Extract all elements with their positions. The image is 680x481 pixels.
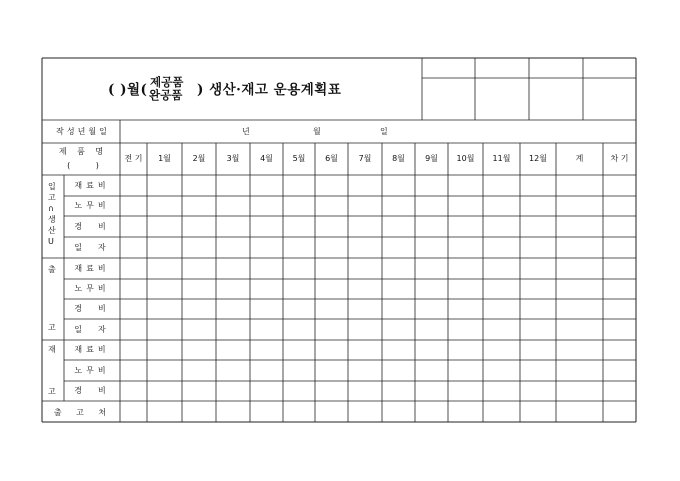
month-header: 7월	[358, 154, 372, 163]
table-grid	[42, 58, 636, 422]
month-header: 6월	[325, 154, 338, 163]
incoming-label-char: 입	[48, 182, 56, 191]
written-date-year: 년	[242, 127, 250, 136]
title-stack-top: 제공품	[150, 75, 184, 89]
title-prefix: ( )월(	[108, 82, 148, 98]
month-header: 5월	[292, 154, 306, 163]
row-item-label: 노무비	[74, 284, 110, 293]
outgoing-label-bottom: 고	[48, 323, 56, 332]
row-item-label: 일 자	[74, 325, 110, 334]
month-header: 2월	[192, 154, 206, 163]
row-item-label: 경 비	[74, 386, 110, 395]
row-item-label: 재료비	[74, 345, 110, 354]
month-header: 9월	[425, 154, 438, 163]
shipping-destination-label: 출 고 처	[53, 408, 113, 417]
incoming-label-char: U	[48, 237, 54, 246]
stock-label-top: 재	[48, 345, 56, 354]
month-header: 10월	[456, 154, 475, 163]
written-date-label: 작성년월일	[56, 127, 110, 136]
month-header: 8월	[392, 154, 405, 163]
incoming-label-char: 생	[48, 215, 56, 224]
row-item-label: 노무비	[74, 201, 110, 210]
stock-label-bottom: 고	[48, 387, 56, 396]
incoming-label-char: ∩	[48, 204, 54, 213]
row-item-label: 재료비	[74, 264, 110, 273]
outgoing-label-top: 출	[48, 265, 56, 274]
month-header: 3월	[226, 154, 240, 163]
row-item-label: 경 비	[74, 222, 110, 231]
month-header: 4월	[260, 154, 273, 163]
title-suffix: ) 생산·재고 운용계획표	[197, 82, 342, 98]
row-item-label: 일 자	[74, 243, 110, 252]
row-item-label: 노무비	[74, 366, 110, 375]
month-header: 12월	[529, 154, 547, 163]
product-name-label: 제 품 명	[58, 147, 108, 156]
incoming-label-char: 고	[48, 193, 56, 202]
product-name-paren: ( )	[67, 161, 99, 170]
row-item-label: 재료비	[74, 181, 110, 190]
month-header: 계	[575, 154, 584, 163]
written-date-month: 월	[313, 127, 321, 136]
written-date-day: 일	[380, 127, 388, 136]
month-header: 차 기	[610, 154, 629, 163]
month-header: 1월	[158, 154, 171, 163]
title-stack-bottom: 완공품	[149, 88, 183, 102]
month-header: 11월	[492, 154, 511, 163]
month-header: 전 기	[124, 154, 143, 163]
incoming-label-char: 산	[48, 226, 56, 235]
row-item-label: 경 비	[74, 304, 110, 313]
